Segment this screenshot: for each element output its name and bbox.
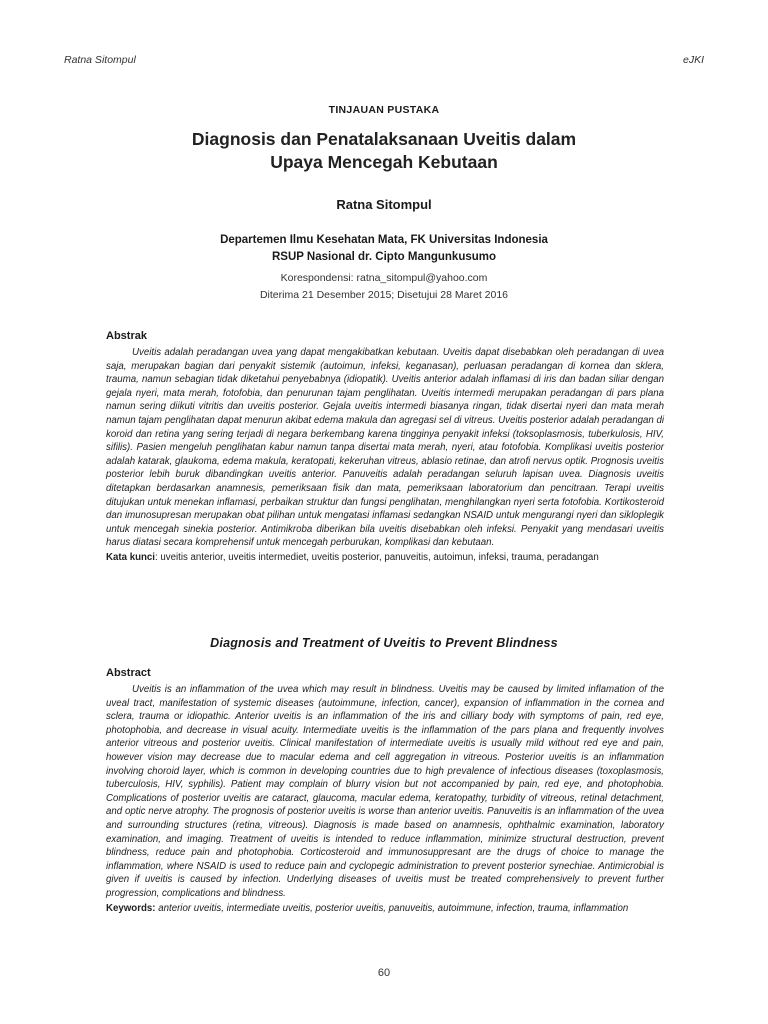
title-line-1: Diagnosis dan Penatalaksanaan Uveitis dalam	[191, 129, 577, 149]
page-number: 60	[377, 967, 391, 979]
english-title: Diagnosis and Treatment of Uveitis to Prevent Blindness	[210, 636, 558, 650]
kata-kunci-label: Kata kunci	[106, 551, 155, 563]
keywords-text: anterior uveitis, intermediate uveitis, posterior uveitis, panuveitis, autoimmune, infection, trauma, inflammation	[155, 902, 629, 914]
abstrak-text: Uveitis adalah peradangan uvea yang dapat mengakibatkan kebutaan. Uveitis dapat disebabkan oleh peradangan di uvea saja, merupakan bagian dari penyakit sistemik (autoimun, infeksi, keganasan), perluasan peradangan di kornea dan sklera, trauma, namun sebagian tidak diketahui penyebabnya (idiopatik). Uveitis anterior adalah inflamasi di iris dan badan siliar dengan gejala nyeri, mata merah, fotofobia, dan penurunan tajam penglihatan. Uveitis intermedi merupakan peradangan di pars plana namun sering diikuti vitritis dan uveitis posterior. Gejala uveitis intermedi biasanya ringan, tidak disertai nyeri dan mata merah namun tajam penglihatan dapat menurun akibat edema makula dan agregasi sel di vitreus. Uveitis posterior adalah peradangan di koroid dan retina yang sering terjadi di negara berkembang karena tingginya penyakit infeksi (toksoplasmosis, tuberkulosis, HIV, sifilis). Pasien mengeluh penglihatan kabur namun tanpa disertai mata merah, nyeri, atau fotofobia. Komplikasi uveitis posterior adalah katarak, glaukoma, edema makula, keratopati, kekeruhan vitreus, ablasio retinae, dan atrofi nervus optik. Prognosis uveitis posterior lebih buruk dibandingkan uveitis anterior. Panuveitis adalah peradangan seluruh lapisan uvea. Diagnosis uveitis ditetapkan berdasarkan anamnesis, pemeriksaan fisik dan mata, pemeriksaan laboratorium dan pencitraan. Terapi uveitis ditujukan untuk menekan inflamasi, perbaikan struktur dan fungsi penglihatan, menghilangkan nyeri serta fotofobia. Kortikosteroid dan imunosupresan merupakan obat pilihan untuk mengatasi inflamasi sedangkan NSAID untuk mengurangi nyeri dan sikloplegik untuk mencegah sinekia posterior. Antimikroba diberikan bila uveitis disebabkan oleh infeksi. Penyakit yang mendasari uveitis harus diatasi secara komprehensif untuk mencegah perburukan, komplikasi dan kebutaan.	[106, 347, 664, 549]
affiliation	[0, 232, 768, 266]
article-author: Ratna Sitompul	[336, 197, 432, 212]
keywords-label: Keywords:	[106, 902, 156, 914]
affiliation-line-1: Departemen Ilmu Kesehatan Mata, FK Universitas Indonesia	[220, 234, 548, 246]
kata-kunci-text: : uveitis anterior, uveitis intermediet, uveitis posterior, panuveitis, autoimun, infeksi, trauma, peradangan	[155, 551, 599, 563]
submission-dates: Diterima 21 Desember 2015; Disetujui 28 Maret 2016	[259, 289, 509, 301]
abstract-heading: Abstract	[106, 667, 151, 679]
abstrak-section	[106, 330, 664, 565]
title-line-2: Upaya Mencegah Kebutaan	[270, 152, 498, 172]
article-title	[100, 128, 668, 174]
running-journal: eJKI	[682, 54, 704, 66]
section-label: TINJAUAN PUSTAKA	[328, 104, 440, 116]
kata-kunci	[106, 551, 664, 565]
abstract-section	[106, 667, 664, 915]
correspondence: Korespondensi: ratna_sitompul@yahoo.com	[280, 272, 488, 284]
abstrak-heading: Abstrak	[106, 330, 147, 342]
running-author: Ratna Sitompul	[64, 54, 136, 66]
affiliation-line-2: RSUP Nasional dr. Cipto Mangunkusumo	[271, 251, 497, 263]
article-meta	[0, 270, 768, 304]
abstract-text: Uveitis is an inflammation of the uvea which may result in blindness. Uveitis may be caused by limited inflamation of the uveal tract, manifestation of systemic diseases (autoimmune, infection, cancer), expansion of inflammation in the cornea and sclera, trauma or idiopathic. Anterior uveitis is an inflammation of the iris and cilliary body with symptoms of pain, red eye, photophobia, and decrease in visual acuity. Intermediate uveitis is the inflammation of the pars plana and frequently involves anterior vitreous and posterior uveitis. Clinical manifestation of intermediate uveitis is usually mild without red eye and pain, however vision may decrease due to macular edema and cell aggregation in vitreous. Posterior uveitis is an inflammation involving choroid layer, which is common in developing countries due to high prevalence of infectious diseases (toxoplasmosis, tuberculosis, HIV, syphilis). Patient may complain of blurry vision but not accompanied by pain, red eye, and photophobia. Complications of posterior uveitis are cataract, glaucoma, macular edema, keratopathy, turbidity of vitreous, retinal detachment, and optic nerve atrophy. The prognosis of posterior uveitis is worse than anterior uveitis. Panuveitis is an inflammation of the uvea and surrounding structures (retina, vitreous). Diagnosis is made based on anamnesis, ophthalmic examination, laboratory examination, and imaging. Treatment of uveitis is intended to reduce inflammation, minimize structural destruction, prevent blindness, reduce pain and photophobia. Corticosteroid and immunosuppresant are the drugs of choice to manage the inflammation, where NSAID is used to reduce pain and cyclopegic administration to prevent posterior synechiae. Antimicrobial is given if uveitis is caused by infection. Underlying diseases of uveitis must be treated comprehensively to prevent further progression, complications and blindness.	[106, 684, 664, 899]
keywords	[106, 902, 664, 916]
